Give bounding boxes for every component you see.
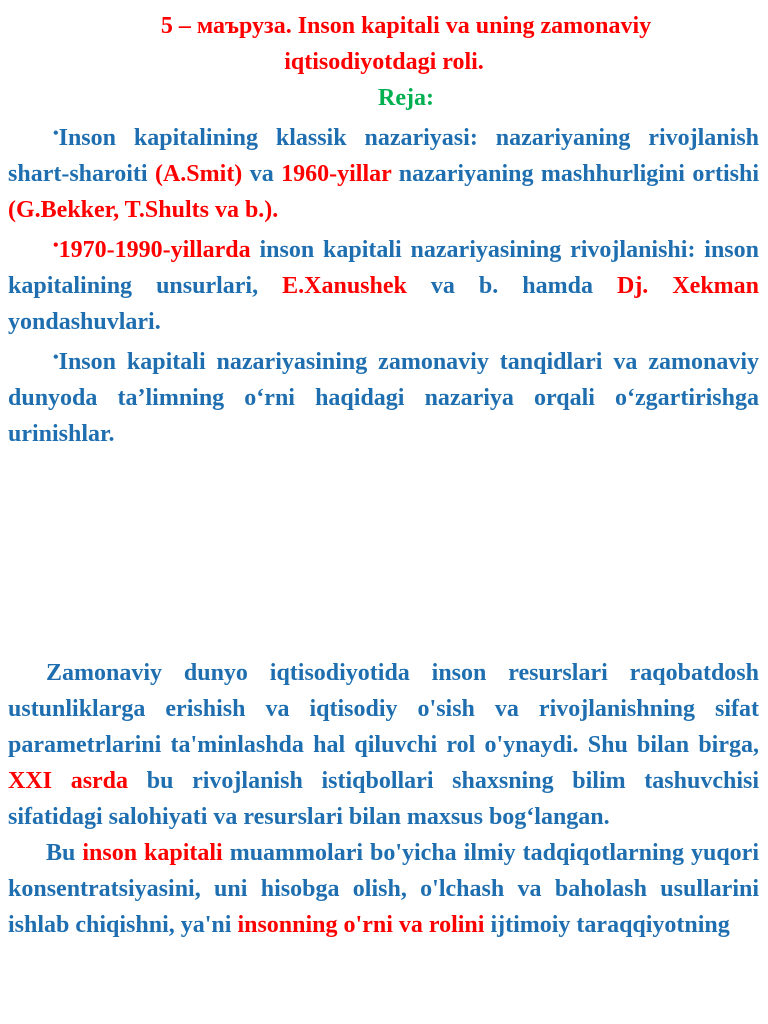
text-segment: bu rivojlanish istiqbollari shaxsning bilim tashuvchisi sifatidagi salohiyati va resurslari bilan maxsus bog‘langan.: [8, 768, 759, 830]
text-segment: Inson kapitali nazariyasining zamonaviy tanqidlari va zamonaviy dunyoda ta’limning o‘rni haqidagi nazariya orqali o‘zgartirishga urinishlar.: [8, 349, 759, 447]
highlighted-text: 1960-yillar: [281, 161, 392, 187]
lecture-title: [0, 8, 768, 80]
plan-item: [8, 228, 759, 340]
highlighted-text: (G.Bekker, T.Shults va b.).: [8, 197, 279, 223]
highlighted-text: E.Xanushek: [282, 273, 407, 299]
body-paragraph: [8, 835, 759, 943]
text-segment: ijtimoiy taraqqiyotning: [484, 912, 730, 938]
text-segment: nazariyaning mashhurligini ortishi: [391, 161, 759, 187]
text-segment: inson kapitali nazariyasining rivojlanishi: inson kapitalining unsurlari,: [8, 237, 759, 299]
highlighted-text: XXI asrda: [8, 768, 129, 794]
highlighted-text: Dj. Xekman: [616, 273, 760, 299]
plan-item: [8, 340, 759, 452]
text-segment: va: [242, 161, 282, 187]
body-text: [8, 655, 759, 943]
title-line-2: iqtisodiyotdagi roli.: [284, 49, 484, 75]
body-paragraph: [8, 655, 759, 835]
highlighted-text: insonning o'rni va rolini: [237, 912, 485, 938]
text-segment: Zamonaviy dunyo iqtisodiyotida inson resurslari raqobatdosh ustunliklarga erishish va iqtisodiy o'sish va rivojlanishning sifat parametrlarini ta'minlashda hal qiluvchi rol o'ynaydi. Shu bilan birga,: [8, 660, 759, 758]
plan-heading: Reja:: [378, 85, 434, 111]
plan-list: [8, 116, 759, 452]
highlighted-text: 1970-1990-yillarda: [58, 237, 251, 263]
bullet-icon: •: [53, 349, 59, 366]
text-segment: yondashuvlari.: [8, 309, 161, 335]
highlighted-text: (A.Smit): [154, 161, 243, 187]
plan-item: [8, 116, 759, 228]
text-segment: Inson kapitalining klassik nazariyasi: nazariyaning rivojlanish shart-sharoiti: [8, 125, 759, 187]
bullet-icon: •: [53, 125, 59, 142]
text-segment: Bu: [46, 840, 83, 866]
title-line-1: 5 – маъруза. Inson kapitali va uning zamonaviy: [160, 13, 652, 39]
text-segment: va b. hamda: [406, 273, 617, 299]
highlighted-text: inson kapitali: [82, 840, 223, 866]
text-segment: muammolari bo'yicha ilmiy tadqiqotlarning yuqori konsentratsiyasini, uni hisobga olish, o'lchash va baholash usullarini ishlab chiqishni, ya'ni: [8, 840, 759, 938]
bullet-icon: •: [53, 237, 59, 254]
